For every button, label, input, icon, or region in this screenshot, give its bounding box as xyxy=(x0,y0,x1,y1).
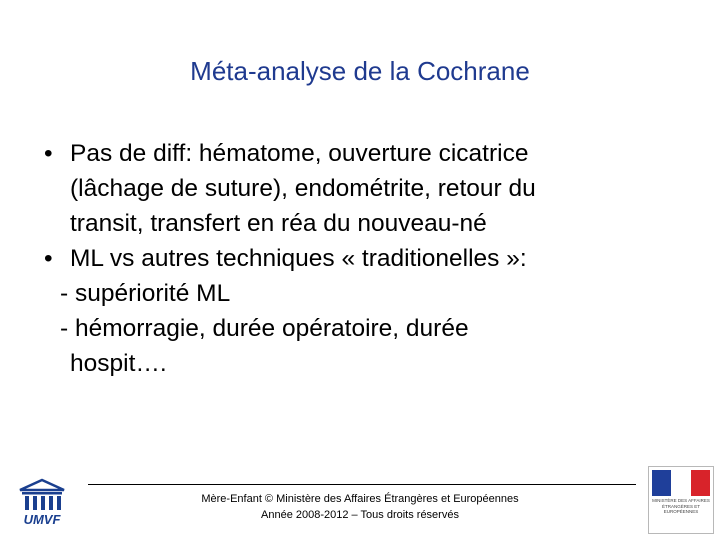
sub-item-1 xyxy=(44,276,694,311)
sub-item-2 xyxy=(44,311,694,381)
bullet-item-2 xyxy=(44,241,694,276)
ministere-logo-text: MINISTÈRE DES AFFAIRES ÉTRANGÈRES ET EUROPÉENNES xyxy=(652,498,710,514)
footer-years: Année 2008-2012 – Tous droits réservés xyxy=(261,509,459,521)
footer-divider xyxy=(88,484,636,485)
bullet-line: Pas de diff: hématome, ouverture cicatrice xyxy=(70,140,529,167)
footer-copyright: Mère-Enfant © Ministère des Affaires Étrangères et Européennes xyxy=(201,493,519,505)
sub-item-line: - supériorité ML xyxy=(60,280,231,307)
sub-item-line: - hémorragie, durée opératoire, durée xyxy=(60,315,469,342)
bullet-marker: • xyxy=(44,245,53,272)
ministere-logo xyxy=(648,466,714,534)
bullet-marker: • xyxy=(44,140,53,167)
bullet-line: ML vs autres techniques « traditionelles »: xyxy=(70,245,527,272)
umvf-logo-text: UMVF xyxy=(23,512,61,527)
slide-title: Méta-analyse de la Cochrane xyxy=(190,56,530,86)
bullet-line: transit, transfert en réa du nouveau-né xyxy=(70,210,487,237)
footer xyxy=(120,491,600,523)
french-flag-icon xyxy=(652,470,710,496)
bullet-line: (lâchage de suture), endométrite, retour du xyxy=(70,175,536,202)
slide-content xyxy=(44,136,694,381)
sub-item-line: hospit…. xyxy=(70,350,167,377)
bullet-item-1 xyxy=(44,136,694,241)
